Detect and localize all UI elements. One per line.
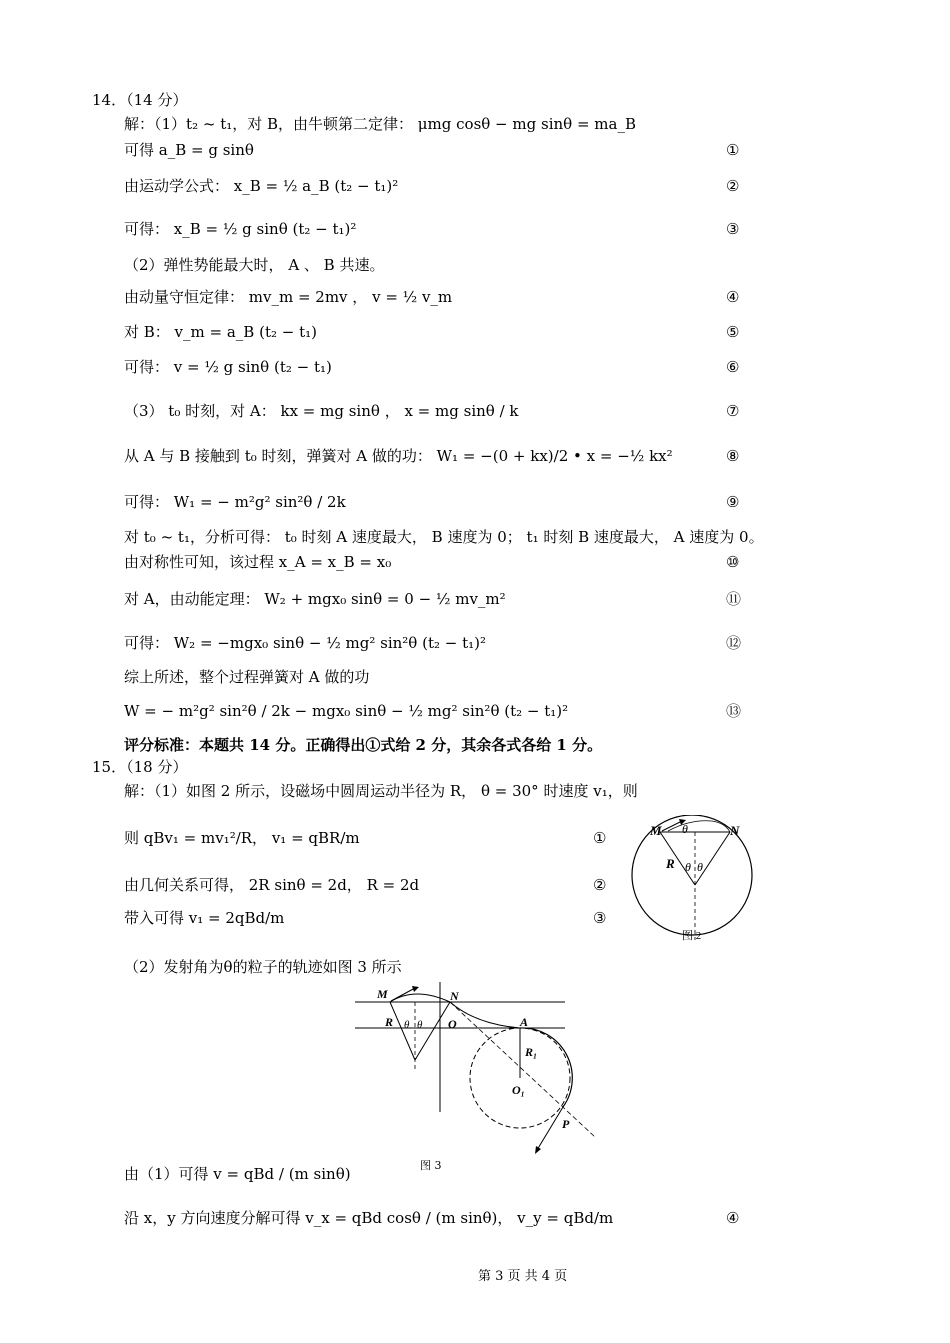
eq-mark-12: ⑫ bbox=[726, 634, 742, 652]
fig3-label-o1: O₁ bbox=[512, 1083, 525, 1097]
q15-line-3: 由几何关系可得， 2R sinθ = 2d， R = 2d bbox=[124, 876, 420, 894]
fig2-label-m: M bbox=[650, 823, 662, 838]
q14-line-4: 可得： x_B = ½ g sinθ (t₂ − t₁)² bbox=[124, 220, 357, 238]
q14-line-11: 可得： W₁ = − m²g² sin²θ / 2k bbox=[124, 493, 346, 511]
q14-line-10: 从 A 与 B 接触到 t₀ 时刻，弹簧对 A 做的功： W₁ = −(0 + kx)/2 • x = −½ kx² bbox=[124, 447, 673, 465]
eq-mark-2: ② bbox=[726, 177, 740, 195]
figure-3-trajectory-diagram bbox=[355, 982, 600, 1157]
q14-line-7: 对 B： v_m = a_B (t₂ − t₁) bbox=[124, 323, 317, 341]
q14-line-12: 对 t₀ ~ t₁，分析可得： t₀ 时刻 A 速度最大， B 速度为 0； t₁ 时刻 B 速度最大， A 速度为 0。 bbox=[124, 528, 764, 546]
eq-mark-1: ① bbox=[726, 141, 740, 159]
fig3-label-r: R bbox=[385, 1015, 394, 1029]
q15-line-6: 由（1）可得 v = qBd / (m sinθ) bbox=[124, 1165, 351, 1183]
q14-line-16: 综上所述，整个过程弹簧对 A 做的功 bbox=[124, 668, 370, 686]
eq-mark-13: ⑬ bbox=[726, 702, 742, 720]
q15-line-2: 则 qBv₁ = mv₁²/R， v₁ = qBR/m bbox=[124, 829, 360, 847]
fig2-label-n: N bbox=[730, 823, 740, 838]
q14-line-13: 由对称性可知，该过程 x_A = x_B = x₀ bbox=[124, 553, 392, 571]
q15-mark-2: ② bbox=[593, 876, 607, 894]
fig3-caption: 图 3 bbox=[420, 1159, 442, 1172]
q14-line-14: 对 A，由动能定理： W₂ + mgx₀ sinθ = 0 − ½ mv_m² bbox=[124, 590, 506, 608]
page-footer: 第 3 页 共 4 页 bbox=[478, 1269, 568, 1284]
eq-mark-10: ⑩ bbox=[726, 553, 740, 571]
eq-mark-4: ④ bbox=[726, 288, 740, 306]
q14-grading: 评分标准：本题共 14 分。正确得出①式给 2 分，其余各式各给 1 分。 bbox=[124, 736, 603, 754]
fig2-label-theta-left: θ bbox=[685, 860, 691, 874]
q14-header: 14．（14 分） bbox=[92, 91, 188, 109]
figure-2-circle-diagram bbox=[630, 815, 765, 950]
fig2-label-r: R bbox=[666, 856, 675, 871]
eq-mark-9: ⑨ bbox=[726, 493, 740, 511]
eq-mark-5: ⑤ bbox=[726, 323, 740, 341]
q14-line-1: 解：（1）t₂ ~ t₁，对 B，由牛顿第二定律： μmg cosθ − mg sinθ = ma_B bbox=[124, 115, 636, 133]
q15-header: 15．（18 分） bbox=[92, 758, 188, 776]
fig2-label-theta-right: θ bbox=[697, 860, 703, 874]
eq-mark-8: ⑧ bbox=[726, 447, 740, 465]
fig3-label-a: A bbox=[520, 1015, 529, 1029]
q14-line-9: （3） t₀ 时刻，对 A： kx = mg sinθ ， x = mg sinθ / k bbox=[124, 402, 519, 420]
fig3-label-theta-left: θ bbox=[404, 1019, 410, 1031]
fig3-label-p: P bbox=[562, 1117, 570, 1131]
fig3-label-o: O bbox=[448, 1017, 457, 1031]
eq-mark-7: ⑦ bbox=[726, 402, 740, 420]
q14-line-8: 可得： v = ½ g sinθ (t₂ − t₁) bbox=[124, 358, 332, 376]
q15-line-1: 解：（1）如图 2 所示，设磁场中圆周运动半径为 R， θ = 30° 时速度 v₁，则 bbox=[124, 782, 638, 800]
fig3-label-n: N bbox=[450, 989, 459, 1003]
fig3-label-theta-right: θ bbox=[417, 1019, 423, 1031]
q15-mark-1: ① bbox=[593, 829, 607, 847]
fig3-label-m: M bbox=[377, 987, 388, 1001]
fig3-label-r1: R₁ bbox=[525, 1045, 538, 1059]
q14-line-3: 由运动学公式： x_B = ½ a_B (t₂ − t₁)² bbox=[124, 177, 399, 195]
eq-mark-11: ⑪ bbox=[726, 590, 742, 608]
eq-mark-6: ⑥ bbox=[726, 358, 740, 376]
fig2-caption: 图 2 bbox=[682, 930, 702, 942]
q15-line-4: 带入可得 v₁ = 2qBd/m bbox=[124, 909, 285, 927]
q14-line-2: 可得 a_B = g sinθ bbox=[124, 141, 254, 159]
q14-line-17: W = − m²g² sin²θ / 2k − mgx₀ sinθ − ½ mg² sin²θ (t₂ − t₁)² bbox=[124, 702, 569, 720]
q15-mark-4: ④ bbox=[726, 1209, 740, 1227]
q14-line-5: （2）弹性势能最大时， A 、 B 共速。 bbox=[124, 256, 385, 274]
q15-line-5: （2）发射角为θ的粒子的轨迹如图 3 所示 bbox=[124, 958, 402, 976]
q15-mark-3: ③ bbox=[593, 909, 607, 927]
q15-line-7: 沿 x，y 方向速度分解可得 v_x = qBd cosθ / (m sinθ)， v_y = qBd/m bbox=[124, 1209, 614, 1227]
q14-line-15: 可得： W₂ = −mgx₀ sinθ − ½ mg² sin²θ (t₂ − t₁)² bbox=[124, 634, 487, 652]
fig2-label-theta-top: θ bbox=[682, 822, 688, 836]
eq-mark-3: ③ bbox=[726, 220, 740, 238]
q14-line-6: 由动量守恒定律： mv_m = 2mv ， v = ½ v_m bbox=[124, 288, 453, 306]
